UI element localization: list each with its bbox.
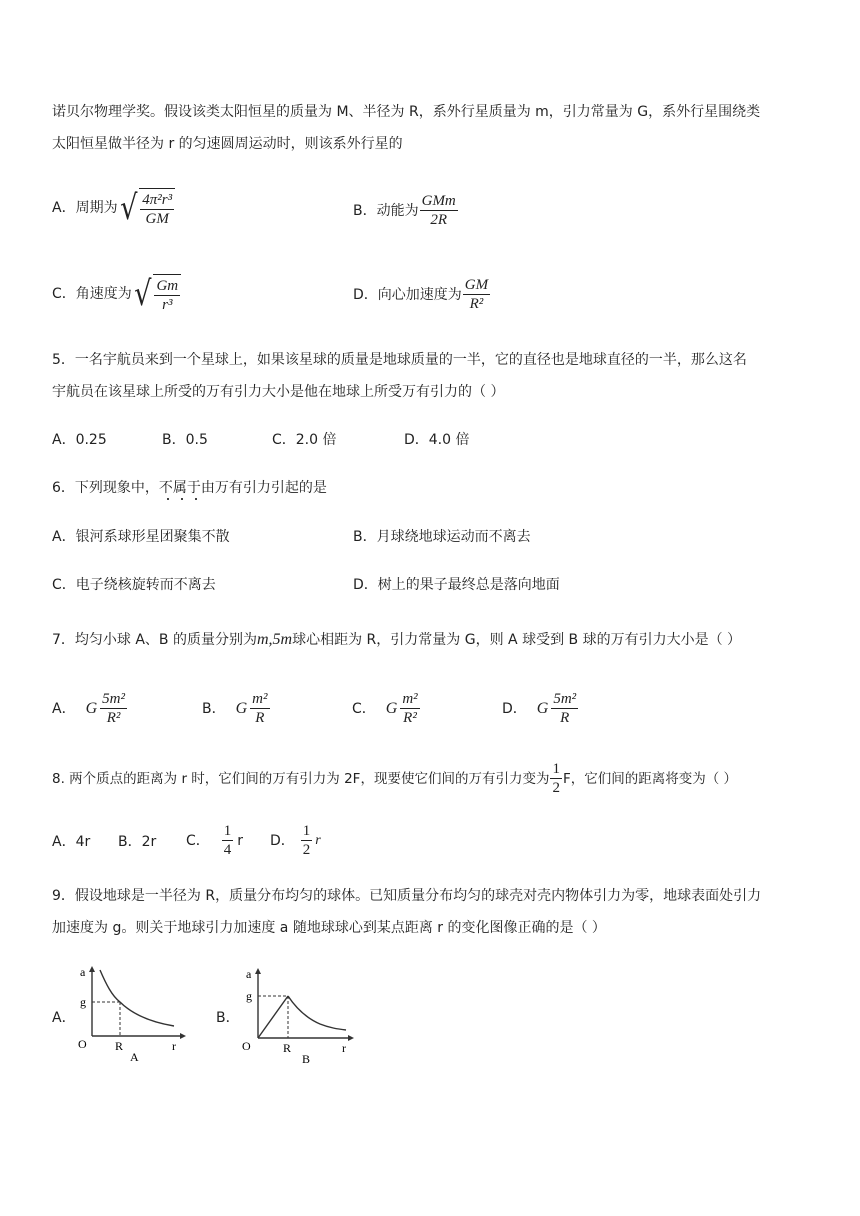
q9-line-1: 9．假设地球是一半径为 R，质量分布均匀的球体。已知质量分布均匀的球壳对壳内物体引力为零，地球表面处引力 [52, 888, 762, 904]
q9-graph-b[interactable] [236, 966, 356, 1066]
q8-frac-numerator: 1 [552, 761, 560, 777]
q8-c-numerator: 1 [223, 823, 232, 839]
q8-option-c[interactable] [186, 822, 243, 859]
q4-option-a-label: A．周期为 [52, 200, 118, 216]
g-label: g [80, 995, 86, 1009]
q7-b-numerator: m² [252, 691, 268, 707]
q6-option-d[interactable]: D．树上的果子最终总是落向地面 [353, 577, 560, 593]
q4-c-numerator: Gm [156, 277, 179, 294]
q5-line-1: 5．一名宇航员来到一个星球上，如果该星球的质量是地球质量的一半，它的直径也是地球直径的一半，那么这名 [52, 352, 747, 368]
sqrt-symbol: √ $\frac{\text{4π²r³}}{GM}$ [118, 188, 176, 228]
origin-label: O [242, 1039, 251, 1053]
q4-c-denominator: r³ [162, 296, 173, 313]
q7-masses: m,5m [257, 631, 293, 648]
q4-d-denominator: R² [469, 296, 484, 312]
sqrt-symbol: √ $\frac{Gm}{\text{r³}}$ [132, 274, 181, 314]
graph-caption: B [302, 1052, 311, 1066]
q5-option-c[interactable]: C．2.0 倍 [272, 432, 337, 448]
q7-option-c-label: C． [352, 700, 376, 717]
r-label: R [115, 1039, 124, 1053]
q8-c-suffix: r [237, 832, 244, 849]
q7-option-c[interactable] [352, 690, 421, 727]
g-label: g [246, 989, 252, 1003]
q8-question-post: F，它们间的距离将变为（ ） [562, 770, 738, 787]
q8-question-pre: 8. 两个质点的距离为 r 时，它们间的万有引力为 2F，现要使它们间的万有引力变为 [52, 770, 550, 787]
curve [100, 970, 174, 1026]
origin-label: O [78, 1037, 87, 1051]
q4-a-denominator: GM [145, 210, 169, 227]
graph-caption: A [130, 1050, 139, 1064]
q4-option-d-label: D．向心加速度为 [353, 286, 462, 303]
q5-line-2: 宇航员在该星球上所受的万有引力大小是他在地球上所受万有引力的（ ） [52, 384, 505, 400]
q9-option-a-label[interactable]: A． [52, 1010, 76, 1026]
q7-option-b[interactable] [202, 690, 271, 727]
q7-a-g: G [85, 699, 98, 717]
q7-question [52, 630, 741, 650]
q8-option-b[interactable]: B．2r [118, 834, 157, 850]
q7-a-numerator: 5m² [102, 691, 125, 707]
q7-d-g: G [536, 699, 549, 717]
q5-option-a[interactable]: A．0.25 [52, 432, 107, 448]
q8-option-c-label: C． [186, 832, 210, 849]
q9-option-b-label[interactable]: B． [216, 1010, 240, 1026]
q4-option-a[interactable] [52, 188, 175, 228]
curve-linear [258, 996, 288, 1038]
q6-emphasis: 不属于 [158, 480, 201, 496]
q7-d-numerator: 5m² [553, 691, 577, 707]
q4-option-c[interactable] [52, 274, 181, 314]
q4-option-d[interactable] [353, 276, 491, 313]
q4-option-c-label: C．角速度为 [52, 286, 132, 302]
q6-option-a[interactable]: A．银河系球形星团聚集不散 [52, 529, 230, 545]
r-label: R [283, 1041, 292, 1055]
q8-d-suffix: r [315, 832, 321, 848]
q5-option-b[interactable]: B．0.5 [162, 432, 208, 448]
q7-c-denominator: R² [403, 710, 417, 726]
q4-option-b-label: B．动能为 [353, 202, 419, 219]
q8-c-denominator: 4 [223, 842, 232, 858]
q7-a-denominator: R² [106, 710, 121, 726]
q4-option-b[interactable] [353, 192, 459, 229]
q6-question-pre: 6．下列现象中， [52, 480, 159, 496]
q7-c-g: G [385, 699, 398, 717]
q7-question-pre: 7．均匀小球 A、B 的质量分别为 [52, 632, 257, 648]
q8-option-d[interactable] [270, 822, 321, 859]
q4-b-denominator: 2R [430, 212, 448, 228]
q8-d-denominator: 2 [302, 842, 311, 858]
y-axis-label: a [246, 967, 252, 981]
intro-line-1: 诺贝尔物理学奖。假设该类太阳恒星的质量为 M、半径为 R，系外行星质量为 m，引力常量为 G，系外行星围绕类 [52, 104, 761, 120]
q7-option-a-label: A． [52, 700, 76, 717]
q7-b-g: G [235, 699, 248, 717]
q9-graph-a[interactable] [72, 964, 187, 1064]
q6-option-b[interactable]: B．月球绕地球运动而不离去 [353, 529, 531, 545]
q8-option-a[interactable]: A．4r [52, 834, 91, 850]
q7-c-numerator: m² [402, 691, 418, 707]
q4-a-numerator: 4π²r³ [142, 191, 173, 208]
q8-d-numerator: 1 [302, 823, 311, 839]
q7-option-d-label: D． [502, 700, 527, 717]
q7-option-a[interactable] [52, 690, 128, 727]
q7-option-b-label: B． [202, 700, 226, 717]
x-axis-label: r [172, 1039, 176, 1053]
q4-d-numerator: GM [464, 277, 489, 293]
q8-question [52, 760, 737, 797]
q6-question [52, 478, 327, 498]
q8-frac-denominator: 2 [552, 780, 560, 796]
x-axis-label: r [342, 1041, 346, 1055]
q9-line-2: 加速度为 g。则关于地球引力加速度 a 随地球球心到某点距离 r 的变化图像正确的是（ ） [52, 920, 606, 936]
q6-option-c[interactable]: C．电子绕核旋转而不离去 [52, 577, 216, 593]
q7-question-post: 球心相距为 R，引力常量为 G，则 A 球受到 B 球的万有引力大小是（ ） [292, 632, 742, 648]
q5-option-d[interactable]: D．4.0 倍 [404, 432, 470, 448]
intro-line-2: 太阳恒星做半径为 r 的匀速圆周运动时，则该系外行星的 [52, 136, 403, 152]
q7-option-d[interactable] [502, 690, 579, 727]
q7-d-denominator: R [560, 710, 570, 726]
q7-b-denominator: R [255, 710, 265, 726]
q8-option-d-label: D． [270, 832, 295, 849]
q4-b-numerator: GMm [421, 193, 456, 209]
curve-decay [288, 996, 346, 1030]
q6-question-post: 由万有引力引起的是 [200, 480, 327, 496]
y-axis-label: a [80, 965, 86, 979]
